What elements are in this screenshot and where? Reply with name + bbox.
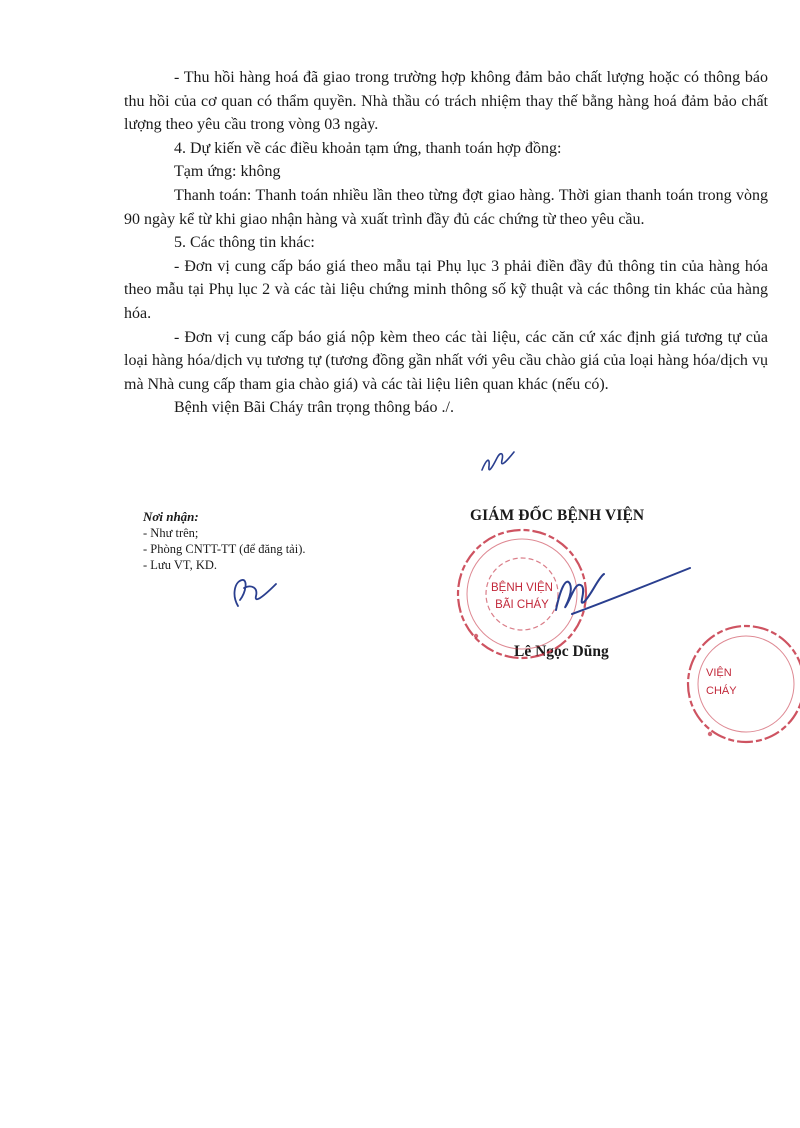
paragraph-section-5-heading: 5. Các thông tin khác: [174, 234, 315, 252]
signer-title: GIÁM ĐỐC BỆNH VIỆN [470, 507, 645, 524]
recipient-item: - Như trên; [143, 526, 199, 540]
partial-seal [688, 626, 800, 742]
paragraph-supporting-documents: - Đơn vị cung cấp báo giá nộp kèm theo các tài liệu, các căn cứ xác định giá tương tự của loại hàng hóa/dịch vụ tương tự (tương đồng gần nhất với yêu cầu chào giá của loại hàng hóa/dịch vụ mà Nhà cung cấp tham gia chào giá) và các tài liệu liên quan khác (nếu có). [124, 328, 768, 393]
paragraph-closing-notice: Bệnh viện Bãi Cháy trân trọng thông báo ./. [174, 399, 454, 417]
recipient-item: - Phòng CNTT-TT (để đăng tải). [143, 542, 306, 556]
paragraph-advance-payment: Tạm ứng: không [174, 163, 281, 181]
paragraph-quotation-form: - Đơn vị cung cấp báo giá theo mẫu tại Phụ lục 3 phải điền đầy đủ thông tin của hàng hóa theo mẫu tại Phụ lục 2 và các tài liệu chứng minh thông số kỹ thuật và các thông tin khác của hàng hóa. [124, 257, 768, 322]
recipients-title: Nơi nhận: [143, 509, 199, 524]
seal-text-line2: BÃI CHÁY [495, 599, 549, 611]
partial-seal-text-line2: CHÁY [706, 685, 737, 697]
seal-text-line1: BỆNH VIỆN [491, 582, 553, 594]
signer-name: Lê Ngọc Dũng [514, 643, 609, 660]
director-signature [556, 568, 690, 614]
official-seal [458, 530, 586, 658]
initial-mark [482, 452, 514, 470]
paragraph-payment-terms: Thanh toán: Thanh toán nhiều lần theo từng đợt giao hàng. Thời gian thanh toán trong vòng 90 ngày kể từ khi giao nhận hàng và xuất trình đầy đủ các chứng từ theo yêu cầu. [124, 186, 768, 228]
recipients-initials [235, 580, 276, 606]
partial-seal-text-line1: VIỆN [706, 667, 732, 679]
paragraph-section-4-heading: 4. Dự kiến về các điều khoản tạm ứng, thanh toán hợp đồng: [174, 139, 562, 157]
recipient-item: - Lưu VT, KD. [143, 558, 218, 572]
paragraph-recall-goods: - Thu hồi hàng hoá đã giao trong trường hợp không đảm bảo chất lượng hoặc có thông báo thu hồi của cơ quan có thẩm quyền. Nhà thầu có trách nhiệm thay thế bằng hàng hoá đảm bảo chất lượng theo yêu cầu trong vòng 03 ngày. [124, 69, 768, 134]
